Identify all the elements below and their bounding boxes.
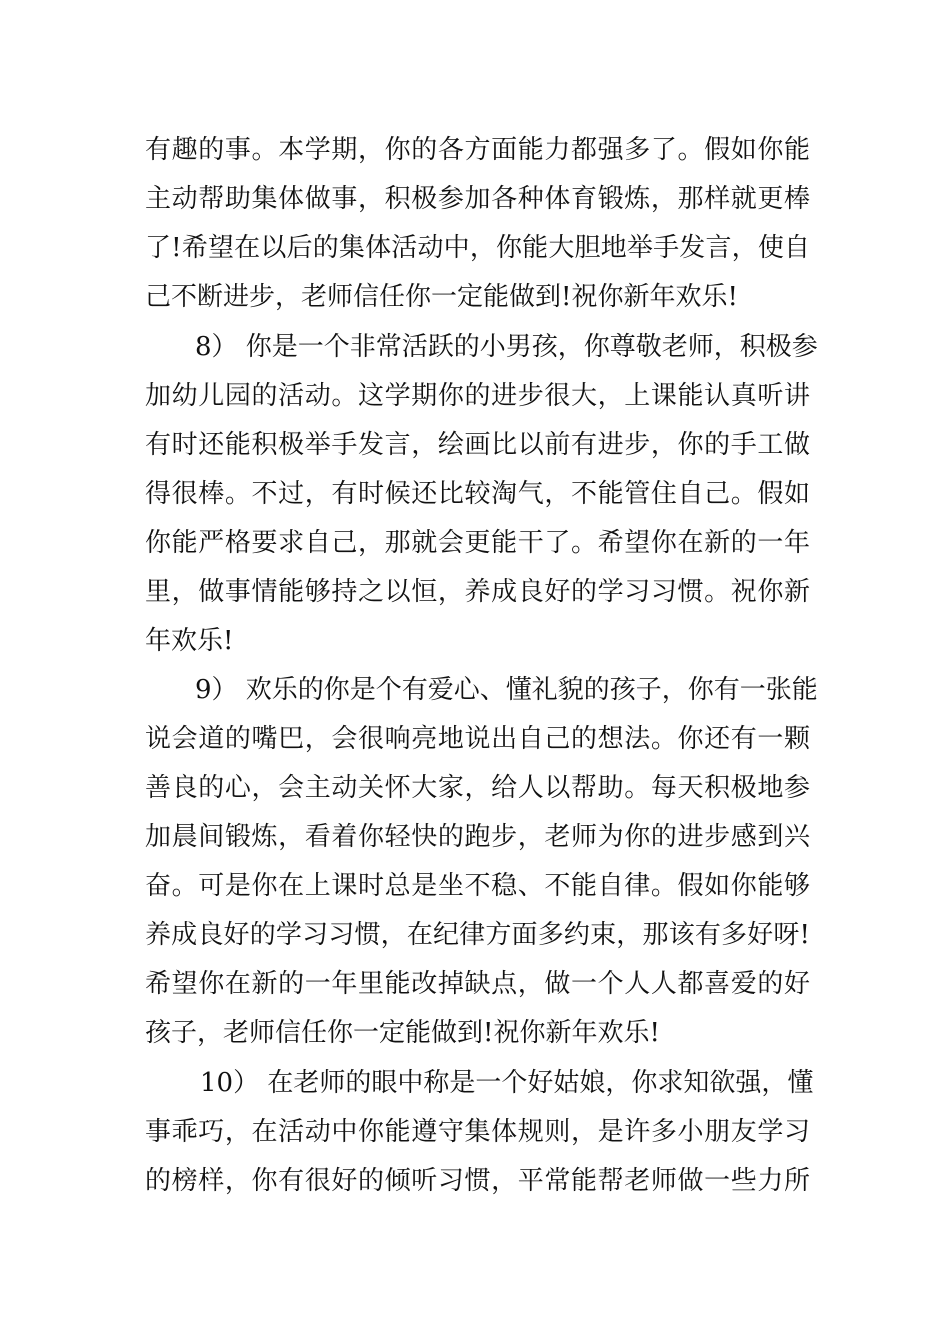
text-line: 孩子，老师信任你一定能做到!祝你新年欢乐!	[145, 1018, 660, 1048]
text-line: 9） 欢乐的你是个有爱心、懂礼貌的孩子，你有一张能	[195, 675, 818, 705]
text-line: 希望你在新的一年里能改掉缺点，做一个人人都喜爱的好	[145, 969, 810, 999]
text-line: 年欢乐!	[145, 626, 234, 656]
text-line: 事乖巧，在活动中你能遵守集体规则，是许多小朋友学习	[145, 1117, 810, 1147]
text-line: 有趣的事。本学期，你的各方面能力都强多了。假如你能	[145, 135, 810, 165]
text-line: 主动帮助集体做事，积极参加各种体育锻炼，那样就更棒	[145, 184, 810, 214]
text-line: 善良的心，会主动关怀大家，给人以帮助。每天积极地参	[145, 773, 810, 803]
text-line: 己不断进步，老师信任你一定能做到!祝你新年欢乐!	[145, 282, 738, 312]
text-line: 养成良好的学习习惯，在纪律方面多约束，那该有多好呀!	[145, 920, 810, 950]
text-line: 奋。可是你在上课时总是坐不稳、不能自律。假如你能够	[145, 871, 810, 901]
text-line: 你能严格要求自己，那就会更能干了。希望你在新的一年	[145, 528, 810, 558]
text-line: 了!希望在以后的集体活动中，你能大胆地举手发言，使自	[145, 233, 810, 263]
text-line: 说会道的嘴巴，会很响亮地说出自己的想法。你还有一颗	[145, 724, 810, 754]
text-line: 10） 在老师的眼中称是一个好姑娘，你求知欲强，懂	[200, 1068, 814, 1098]
text-line: 的榜样，你有很好的倾听习惯，平常能帮老师做一些力所	[145, 1166, 810, 1196]
text-line: 里，做事情能够持之以恒，养成良好的学习习惯。祝你新	[145, 577, 810, 607]
text-line: 得很棒。不过，有时候还比较淘气，不能管住自己。假如	[145, 479, 810, 509]
text-line: 加晨间锻炼，看着你轻快的跑步，老师为你的进步感到兴	[145, 822, 810, 852]
text-line: 加幼儿园的活动。这学期你的进步很大，上课能认真听讲	[145, 381, 810, 411]
text-line: 8） 你是一个非常活跃的小男孩，你尊敬老师，积极参	[195, 332, 818, 362]
text-line: 有时还能积极举手发言，绘画比以前有进步，你的手工做	[145, 430, 810, 460]
